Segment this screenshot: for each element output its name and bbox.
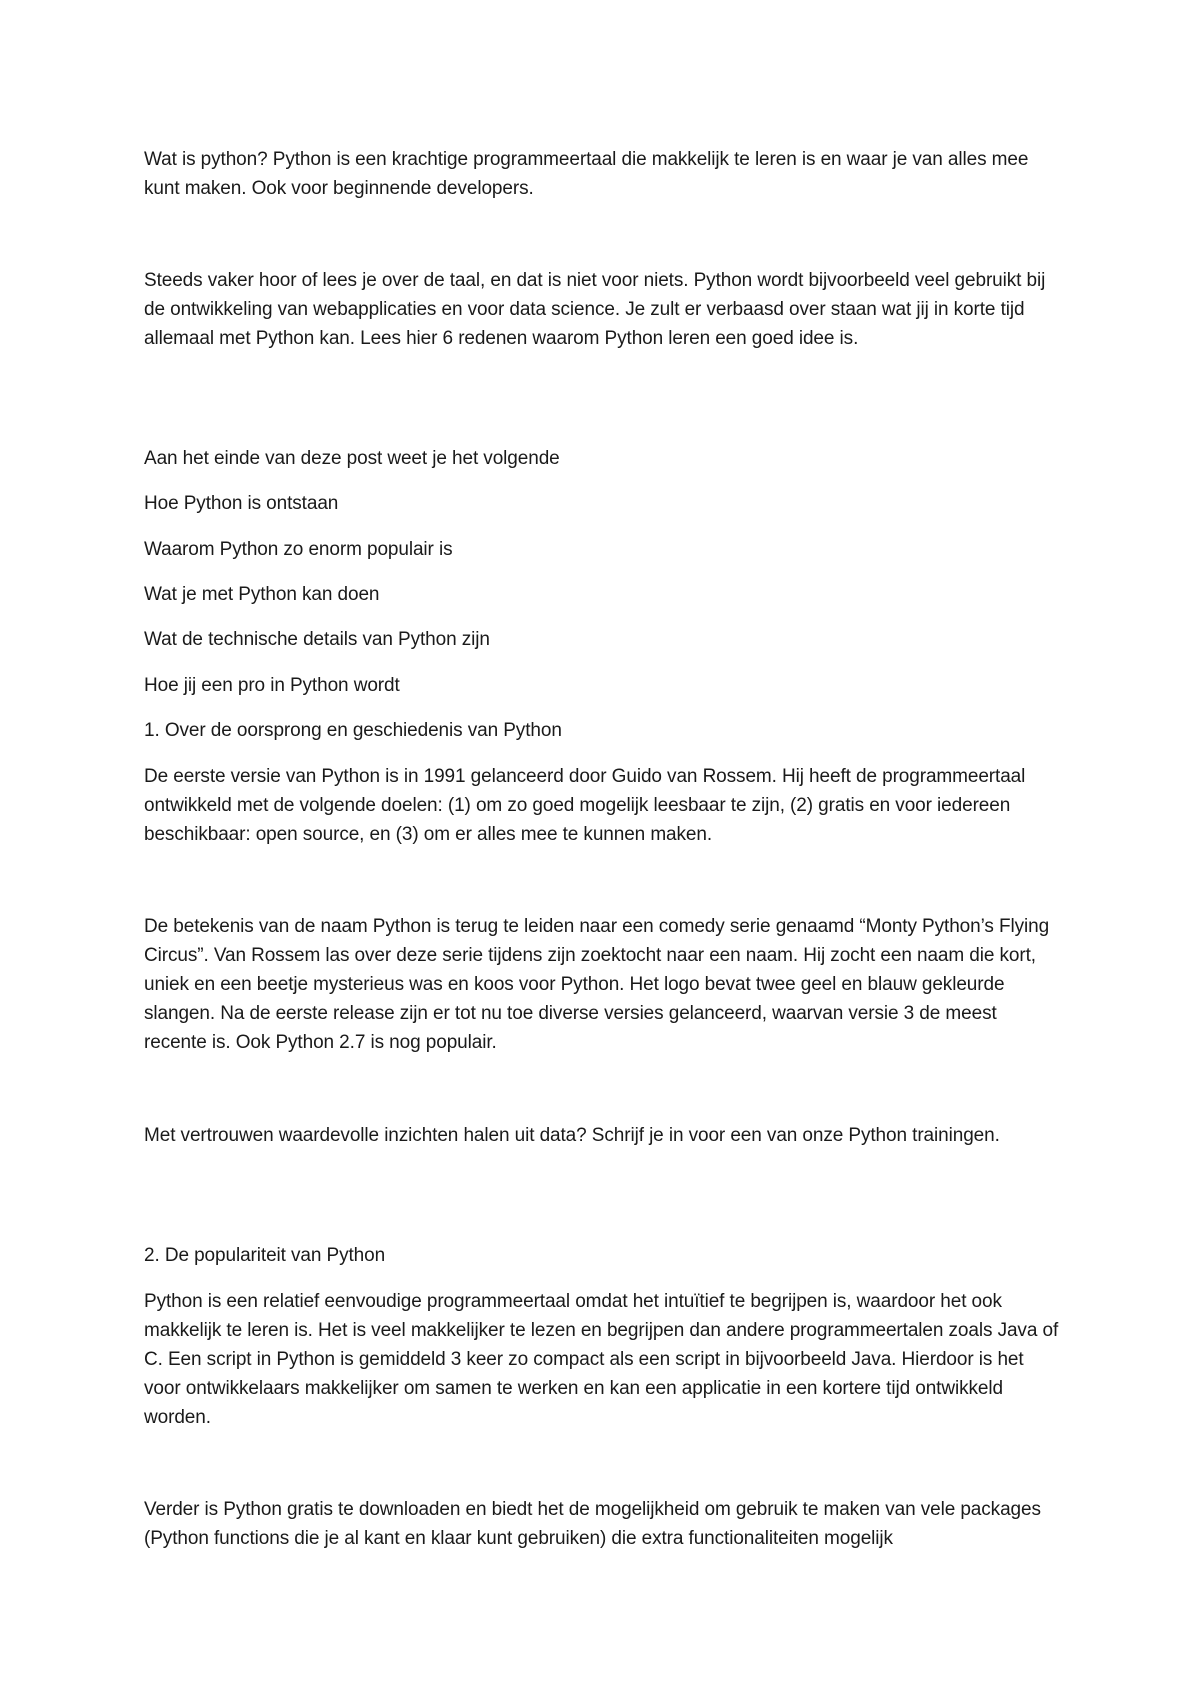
training-promo-paragraph: Met vertrouwen waardevolle inzichten halen uit data? Schrijf je in voor een van onze Python trainingen. xyxy=(144,1125,1000,1146)
list-item: Hoe Python is ontstaan xyxy=(144,493,339,514)
context-paragraph: Steeds vaker hoor of lees je over de taal, en dat is niet voor niets. Python wordt bijvoorbeeld veel gebruikt bij de ontwikkeling van webapplicaties en voor data science. Je zult er verbaasd over staan wat jij in korte tijd allemaal met Python kan. Lees hier 6 redenen waarom Python leren een goed idee is. xyxy=(144,270,1046,349)
list-intro: Aan het einde van deze post weet je het volgende xyxy=(144,448,560,469)
intro-paragraph: Wat is python? Python is een krachtige programmeertaal die makkelijk te leren is en waar je van alles mee kunt maken. Ook voor beginnende developers. xyxy=(144,149,1029,199)
list-item: Waarom Python zo enorm populair is xyxy=(144,539,453,560)
list-item: Hoe jij een pro in Python wordt xyxy=(144,675,400,696)
popularity-paragraph: Python is een relatief eenvoudige programmeertaal omdat het intuïtief te begrijpen is, waardoor het ook makkelijk te leren is. Het is veel makkelijker te lezen en begrijpen dan andere programmeertalen zoals Java of C. Een script in Python is gemiddeld 3 keer zo compact als een script in bijvoorbeeld Java. Hierdoor is het voor ontwikkelaars makkelijker om samen te werken en kan een applicatie in een kortere tijd ontwikkeld worden. xyxy=(144,1291,1059,1428)
section-heading: 2. De populariteit van Python xyxy=(144,1245,386,1266)
list-item: Wat je met Python kan doen xyxy=(144,584,380,605)
history-paragraph: De eerste versie van Python is in 1991 gelanceerd door Guido van Rossem. Hij heeft de programmeertaal ontwikkeld met de volgende doelen: (1) om zo goed mogelijk leesbaar te zijn, (2) gratis en voor iedereen beschikbaar: open source, en (3) om er alles mee te kunnen maken. xyxy=(144,766,1026,845)
list-item: Wat de technische details van Python zijn xyxy=(144,629,490,650)
name-origin-paragraph: De betekenis van de naam Python is terug te leiden naar een comedy serie genaamd “Monty Python’s Flying Circus”. Van Rossem las over deze serie tijdens zijn zoektocht naar een naam. Hij zocht een naam die kort, uniek en een beetje mysterieus was en koos voor Python. Het logo bevat twee geel en blauw gekleurde slangen. Na de eerste release zijn er tot nu toe diverse versies gelanceerd, waarvan versie 3 de meest recente is. Ook Python 2.7 is nog populair. xyxy=(144,916,1050,1053)
section-heading: 1. Over de oorsprong en geschiedenis van Python xyxy=(144,720,562,741)
packages-paragraph: Verder is Python gratis te downloaden en biedt het de mogelijkheid om gebruik te maken van vele packages (Python functions die je al kant en klaar kunt gebruiken) die extra functionaliteiten mogelijk xyxy=(144,1499,1041,1549)
